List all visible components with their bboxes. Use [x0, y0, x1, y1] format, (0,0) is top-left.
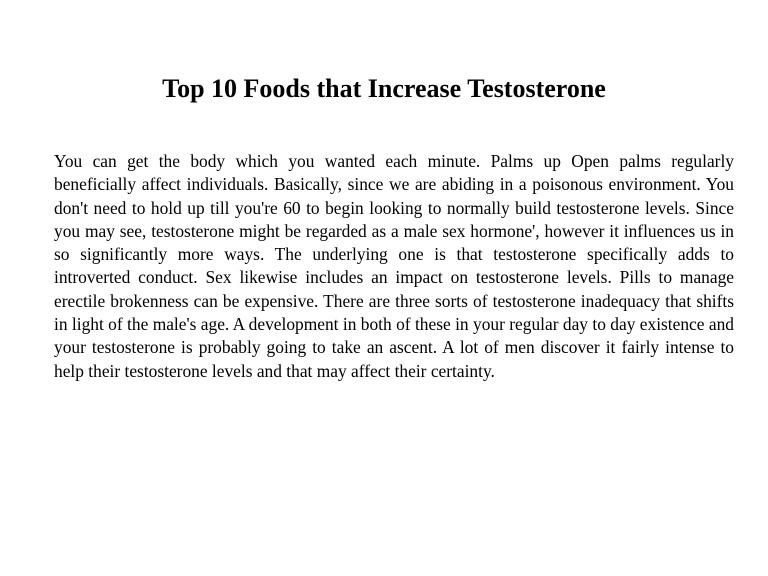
document-body-paragraph: You can get the body which you wanted each minute. Palms up Open palms regularly beneficially affect individuals. Basically, since we are abiding in a poisonous environment. You don't need to hold up till you're 60 to begin looking to normally build testosterone levels. Since you may see, testosterone might be regarded as a male sex hormone', however it influences us in so significantly more ways. The underlying one is that testosterone specifically adds to introverted conduct. Sex likewise includes an impact on testosterone levels. Pills to manage erectile brokenness can be expensive. There are three sorts of testosterone inadequacy that shifts in light of the male's age. A development in both of these in your regular day to day existence and your testosterone is probably going to take an ascent. A lot of men discover it fairly intense to help their testosterone levels and that may affect their certainty.: [54, 151, 734, 381]
document-title: Top 10 Foods that Increase Testosterone: [162, 74, 606, 103]
